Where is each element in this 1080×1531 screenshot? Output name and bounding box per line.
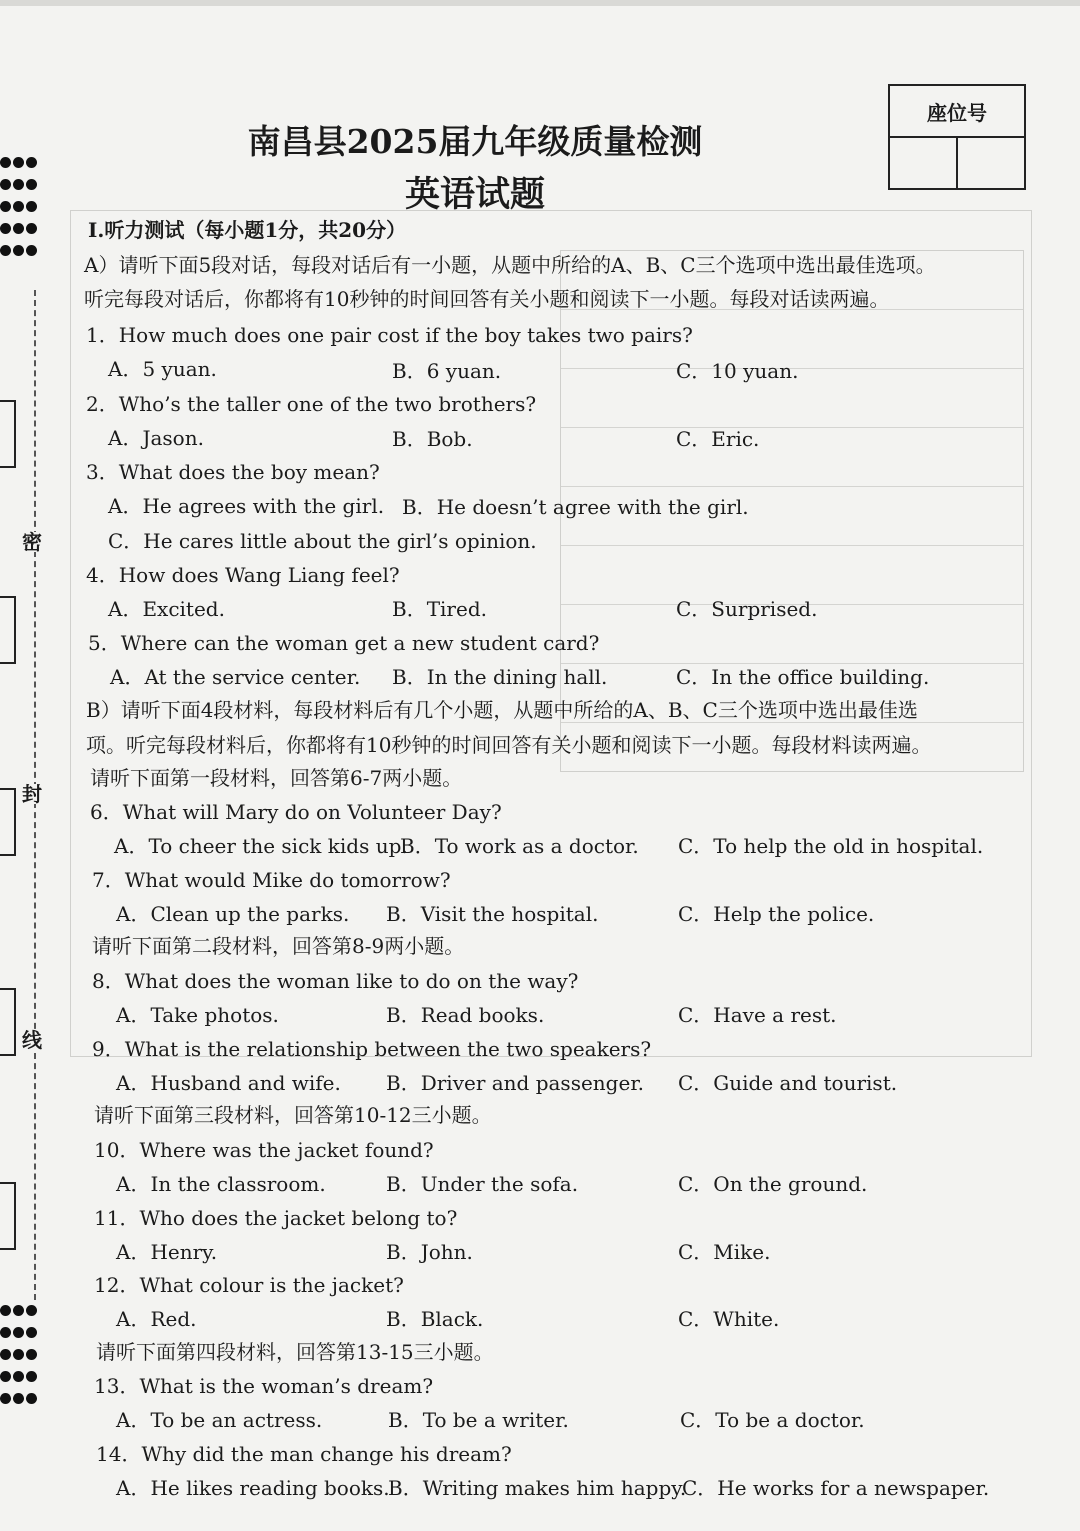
option-b: B．Writing makes him happy. [388, 1476, 687, 1500]
binding-char-mi: 密 [22, 530, 42, 554]
question-text: 7．What would Mike do tomorrow? [92, 868, 451, 892]
binding-box [0, 596, 16, 664]
part-b-instruction: B）请听下面4段材料，每段材料后有几个小题，从题中所给的A、B、C三个选项中选出最佳选 [86, 698, 918, 722]
option-a: A．5 yuan. [108, 357, 217, 381]
option-c: C．Surprised. [676, 597, 818, 621]
option-a: A．In the classroom. [116, 1172, 326, 1196]
question-text: 1．How much does one pair cost if the boy takes two pairs? [86, 323, 693, 347]
binding-box [0, 988, 16, 1056]
material-instruction: 请听下面第一段材料，回答第6-7两小题。 [90, 766, 463, 790]
option-c: C．10 yuan. [676, 359, 799, 383]
question-text: 11．Who does the jacket belong to? [94, 1206, 458, 1230]
option-c: C．Guide and tourist. [678, 1071, 898, 1095]
question-text: 4．How does Wang Liang feel? [86, 563, 400, 587]
question-text: 3．What does the boy mean? [86, 460, 380, 484]
option-b: B．In the dining hall. [392, 665, 608, 689]
option-a: A．Husband and wife. [116, 1071, 341, 1095]
option-b: B．He doesn’t agree with the girl. [402, 495, 749, 519]
question-text: 9．What is the relationship between the two speakers? [92, 1037, 652, 1061]
question-text: 8．What does the woman like to do on the way? [92, 969, 579, 993]
material-instruction: 请听下面第二段材料，回答第8-9两小题。 [92, 934, 465, 958]
option-c: C．To be a doctor. [680, 1408, 865, 1432]
option-c: C．White. [678, 1307, 780, 1331]
section-heading: Ⅰ.听力测试（每小题1分，共20分） [88, 218, 407, 242]
question-text: 5．Where can the woman get a new student card? [88, 631, 600, 655]
option-b: B．Driver and passenger. [386, 1071, 645, 1095]
option-b: B．To work as a doctor. [400, 834, 639, 858]
option-c: C．Eric. [676, 427, 760, 451]
binding-char-xian: 线 [22, 1028, 42, 1052]
question-text: 14．Why did the man change his dream? [96, 1442, 512, 1466]
option-c: C．In the office building. [676, 665, 930, 689]
option-b: B．Visit the hospital. [386, 902, 599, 926]
part-a-instruction: A）请听下面5段对话，每段对话后有一小题，从题中所给的A、B、C三个选项中选出最佳选项。 [84, 253, 936, 277]
option-b: B．Under the sofa. [386, 1172, 579, 1196]
option-b: B．Read books. [386, 1003, 545, 1027]
part-b-instruction: 项。听完每段材料后，你都将有10秒钟的时间回答有关小题和阅读下一小题。每段材料读两遍。 [86, 733, 932, 757]
binding-box [0, 788, 16, 856]
option-a: A．At the service center. [110, 665, 361, 689]
page-top-edge [0, 0, 1080, 6]
seat-number-label: 座位号 [890, 86, 1024, 138]
option-b: B．Black. [386, 1307, 484, 1331]
question-text: 10．Where was the jacket found? [94, 1138, 434, 1162]
option-b: B．Bob. [392, 427, 473, 451]
option-a: A．Red. [116, 1307, 197, 1331]
part-a-instruction: 听完每段对话后，你都将有10秒钟的时间回答有关小题和阅读下一小题。每段对话读两遍。 [84, 287, 890, 311]
option-a: A．He likes reading books. [116, 1476, 390, 1500]
option-a: A．To cheer the sick kids up. [114, 834, 408, 858]
option-b: B．John. [386, 1240, 473, 1264]
question-text: 13．What is the woman’s dream? [94, 1374, 434, 1398]
material-instruction: 请听下面第四段材料，回答第13-15三小题。 [96, 1340, 494, 1364]
option-a: A．Jason. [108, 426, 204, 450]
option-a: A．Take photos. [116, 1003, 279, 1027]
option-a: A．To be an actress. [116, 1408, 323, 1432]
binding-box [0, 1182, 16, 1250]
question-text: 6．What will Mary do on Volunteer Day? [90, 800, 502, 824]
option-b: B．Tired. [392, 597, 487, 621]
option-b: B．To be a writer. [388, 1408, 569, 1432]
option-b: B．6 yuan. [392, 359, 502, 383]
question-text: 12．What colour is the jacket? [94, 1273, 404, 1297]
binding-box [0, 400, 16, 468]
option-c: C．To help the old in hospital. [678, 834, 984, 858]
option-c: C．He works for a newspaper. [682, 1476, 990, 1500]
option-a: A．Clean up the parks. [116, 902, 350, 926]
option-c: C．He cares little about the girl’s opinion. [108, 529, 537, 553]
option-c: C．Help the police. [678, 902, 875, 926]
question-text: 2．Who’s the taller one of the two brothers? [86, 392, 537, 416]
exam-subtitle: 英语试题 [404, 174, 545, 215]
option-a: A．Henry. [116, 1240, 218, 1264]
binding-dots-bottom [0, 1298, 44, 1408]
material-instruction: 请听下面第三段材料，回答第10-12三小题。 [94, 1103, 492, 1127]
option-a: A．Excited. [108, 597, 225, 621]
option-c: C．On the ground. [678, 1172, 868, 1196]
exam-title: 南昌县2025届九年级质量检测 [247, 122, 703, 161]
option-c: C．Mike. [678, 1240, 771, 1264]
option-c: C．Have a rest. [678, 1003, 837, 1027]
option-a: A．He agrees with the girl. [108, 494, 385, 518]
binding-char-feng: 封 [22, 782, 42, 806]
